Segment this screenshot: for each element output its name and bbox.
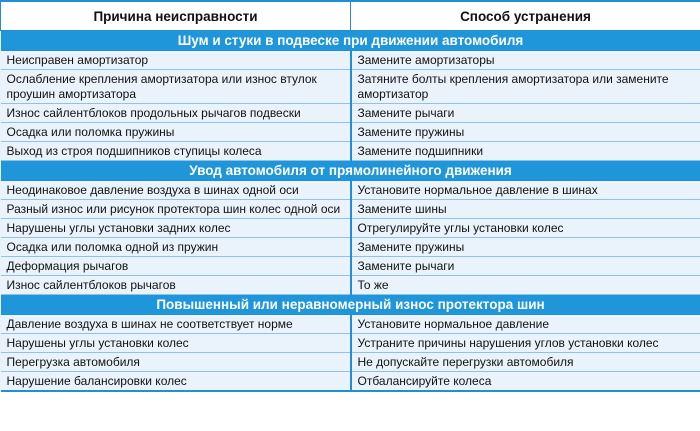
section-heading-row <box>1 31 700 51</box>
table-row <box>1 353 700 372</box>
cause-cell: Нарушение балансировки колес <box>1 372 351 392</box>
remedy-cell: Замените рычаги <box>351 104 700 123</box>
cause-cell: Износ сайлентблоков продольных рычагов подвески <box>1 104 351 123</box>
remedy-cell: Замените пружины <box>351 123 700 142</box>
remedy-cell: Не допускайте перегрузки автомобиля <box>351 353 700 372</box>
header-cause: Причина неисправности <box>1 1 351 31</box>
table-row <box>1 219 700 238</box>
cause-cell: Перегрузка автомобиля <box>1 353 351 372</box>
section-title: Повышенный или неравномерный износ протектора шин <box>1 295 700 315</box>
remedy-cell: Отбалансируйте колеса <box>351 372 700 392</box>
header-row <box>1 1 700 31</box>
cause-cell: Выход из строя подшипников ступицы колеса <box>1 142 351 161</box>
cause-cell: Износ сайлентблоков рычагов <box>1 276 351 295</box>
cause-cell: Осадка или поломка пружины <box>1 123 351 142</box>
table-row <box>1 257 700 276</box>
table-row <box>1 200 700 219</box>
cause-cell: Давление воздуха в шинах не соответствует норме <box>1 315 351 334</box>
section-heading-row <box>1 161 700 181</box>
table-row <box>1 51 700 70</box>
table-row <box>1 372 700 392</box>
section-heading-row <box>1 295 700 315</box>
cause-cell: Осадка или поломка одной из пружин <box>1 238 351 257</box>
table-row <box>1 181 700 200</box>
remedy-cell: Установите нормальное давление <box>351 315 700 334</box>
remedy-cell: Замените амортизаторы <box>351 51 700 70</box>
remedy-cell: То же <box>351 276 700 295</box>
table-row <box>1 276 700 295</box>
cause-cell: Деформация рычагов <box>1 257 351 276</box>
table-row <box>1 334 700 353</box>
header-remedy: Способ устранения <box>351 1 700 31</box>
cause-cell: Разный износ или рисунок протектора шин колес одной оси <box>1 200 351 219</box>
cause-cell: Неисправен амортизатор <box>1 51 351 70</box>
table-row <box>1 315 700 334</box>
section-title: Шум и стуки в подвеске при движении автомобиля <box>1 31 700 51</box>
table-row <box>1 70 700 104</box>
remedy-cell: Устраните причины нарушения углов установки колес <box>351 334 700 353</box>
remedy-cell: Замените шины <box>351 200 700 219</box>
cause-cell: Ослабление крепления амортизатора или износ втулок проушин амортизатора <box>1 70 351 104</box>
remedy-cell: Отрегулируйте углы установки колес <box>351 219 700 238</box>
table-row <box>1 104 700 123</box>
cause-cell: Нарушены углы установки колес <box>1 334 351 353</box>
table-row <box>1 142 700 161</box>
remedy-cell: Замените рычаги <box>351 257 700 276</box>
remedy-cell: Замените пружины <box>351 238 700 257</box>
remedy-cell: Затяните болты крепления амортизатора или замените амортизатор <box>351 70 700 104</box>
table-row <box>1 123 700 142</box>
cause-cell: Неодинаковое давление воздуха в шинах одной оси <box>1 181 351 200</box>
cause-cell: Нарушены углы установки задних колес <box>1 219 351 238</box>
remedy-cell: Замените подшипники <box>351 142 700 161</box>
section-title: Увод автомобиля от прямолинейного движения <box>1 161 700 181</box>
table-row <box>1 238 700 257</box>
remedy-cell: Установите нормальное давление в шинах <box>351 181 700 200</box>
